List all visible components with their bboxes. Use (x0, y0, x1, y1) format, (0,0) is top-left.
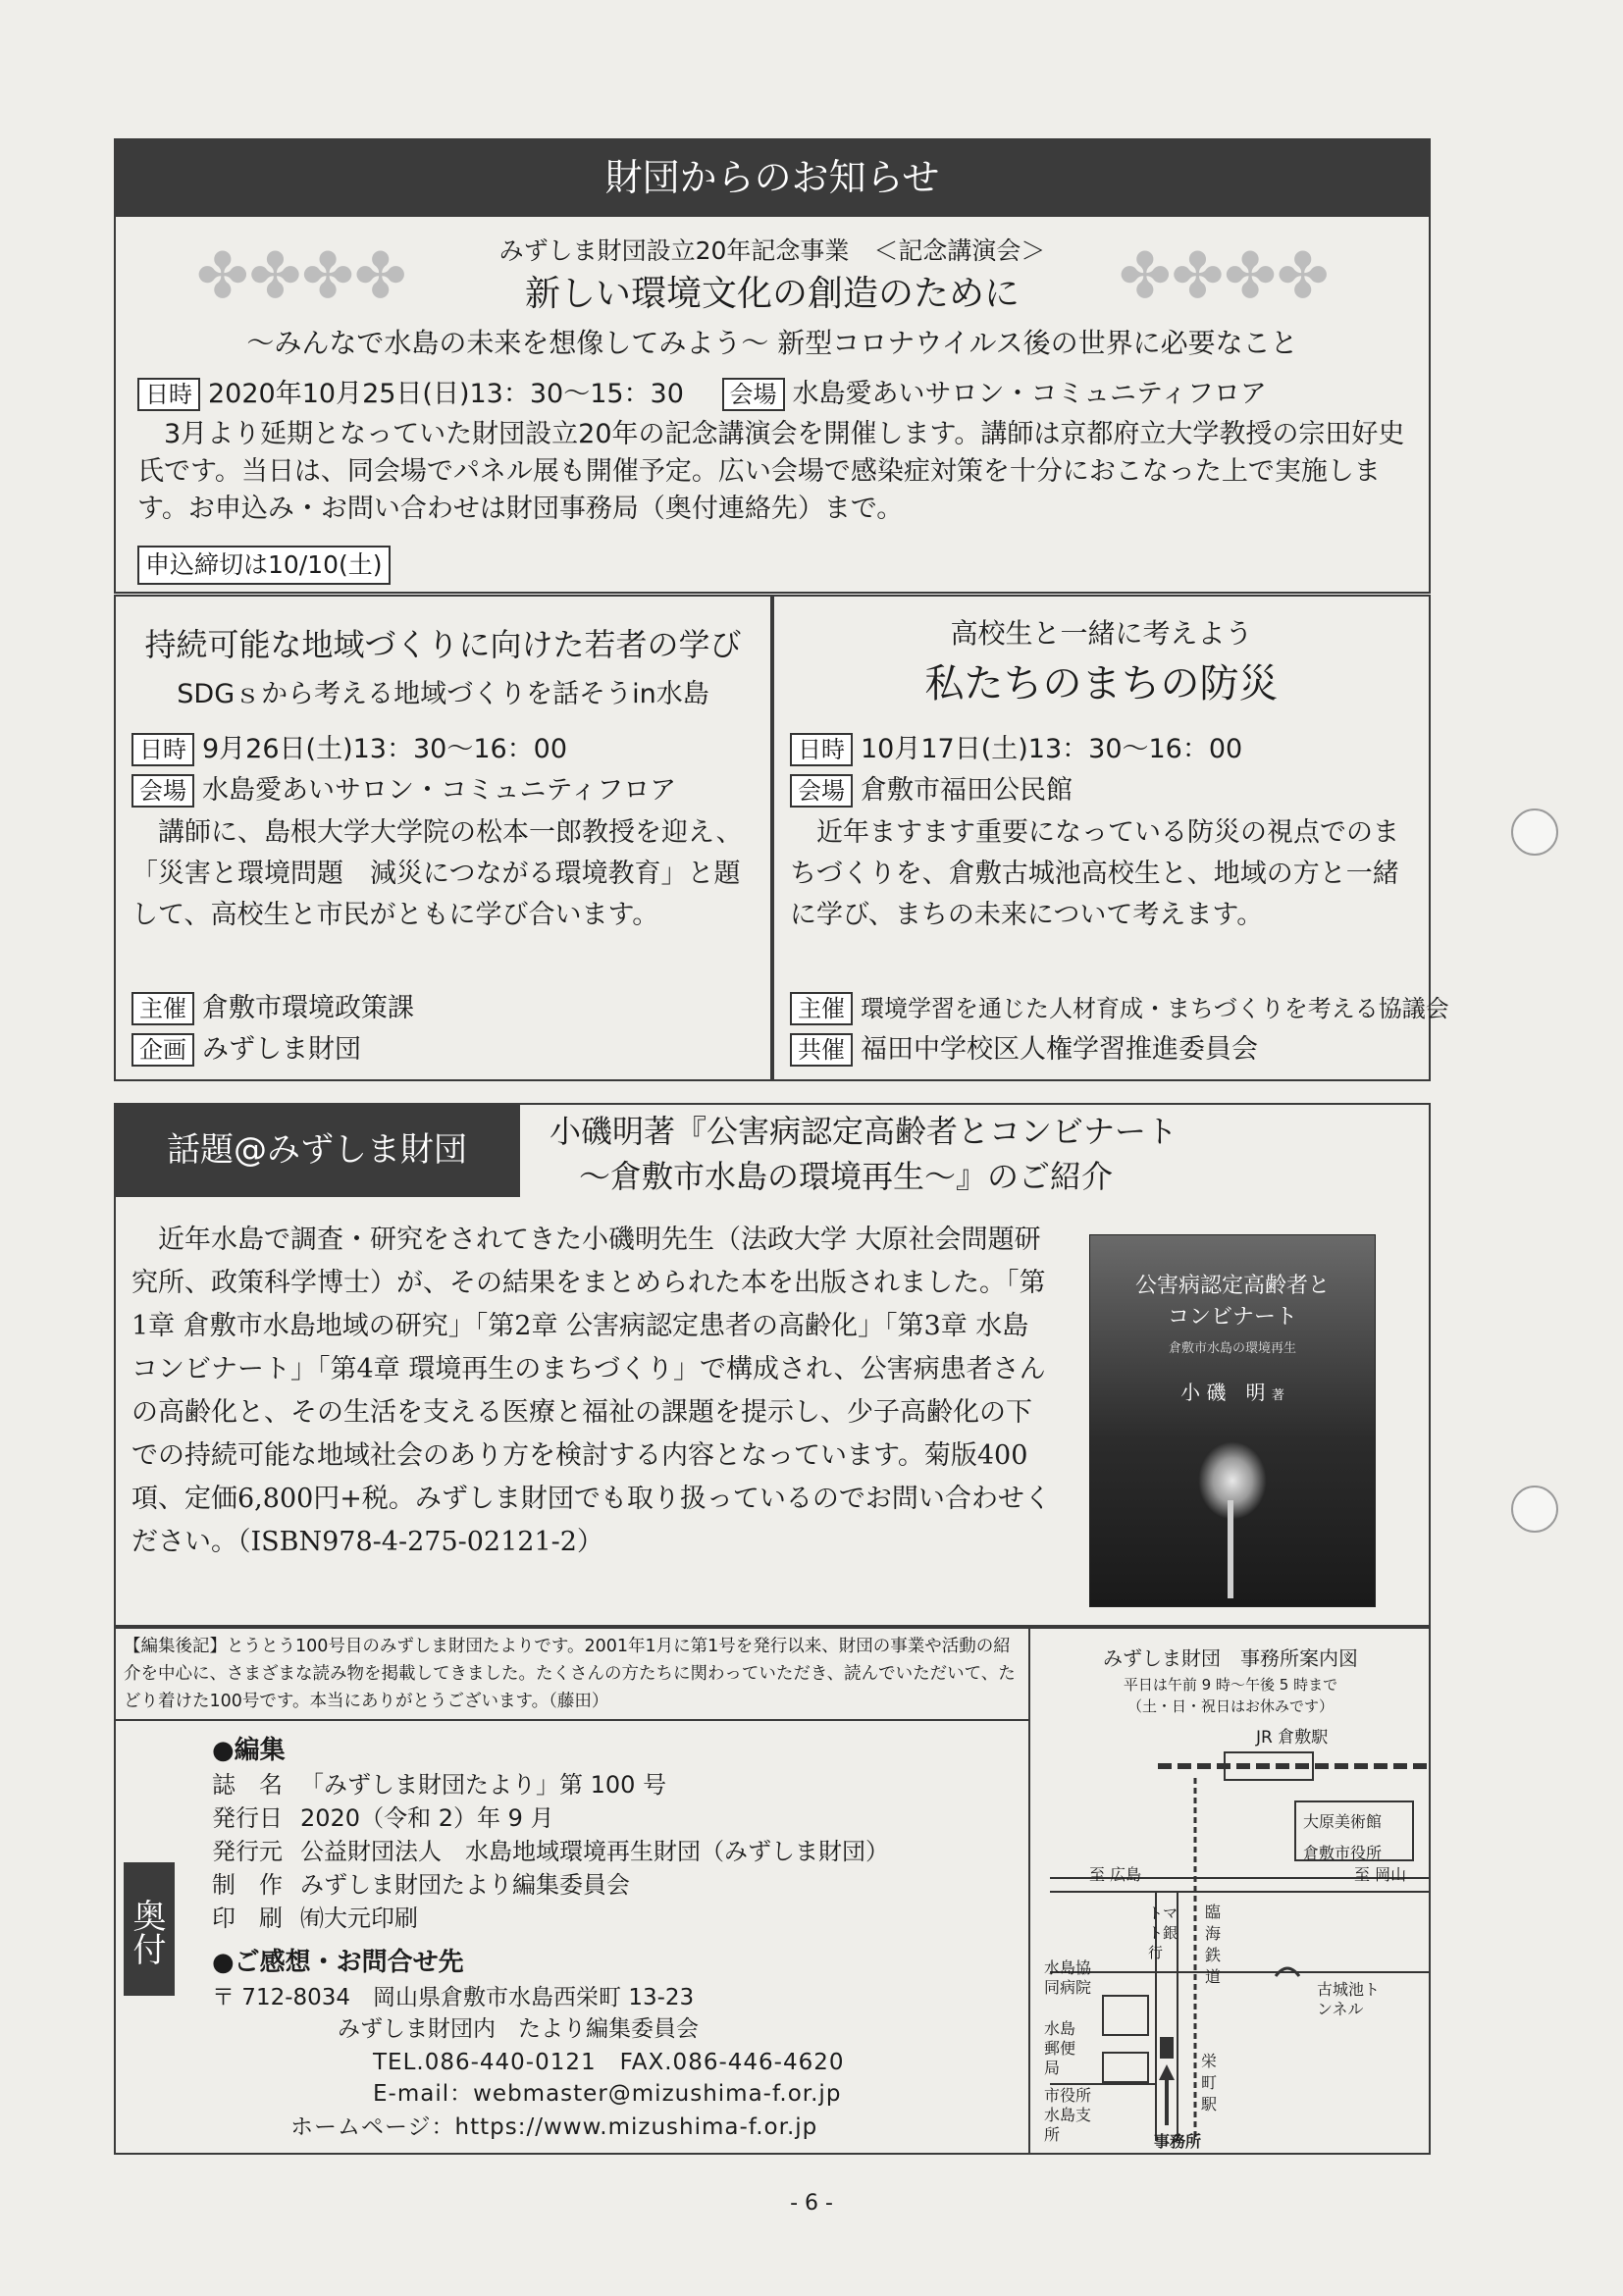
event-right-host-row (790, 991, 1449, 1026)
host-tag: 主催 (131, 992, 194, 1025)
event-left-subtitle: SDGｓから考える地域づくりを話そうin水島 (177, 679, 709, 709)
colophon-address1: 〒 712-8034 岡山県倉敷市水島西栄町 13-23 (212, 1985, 695, 2010)
colophon-value: 2020（令和 2）年 9 月 (300, 1804, 554, 1832)
book-author-name: 小 磯 明 (1180, 1381, 1266, 1404)
lecture-date: 2020年10月25日(日)13：30～15：30 (208, 379, 684, 409)
office-arrow (1159, 2064, 1175, 2080)
office-marker (1160, 2037, 1174, 2059)
event-right-pretitle: 高校生と一緒に考えよう (950, 617, 1253, 650)
event-left-plan-row (131, 1032, 361, 1068)
book-author (1090, 1377, 1375, 1405)
event-right-venue-row (790, 773, 1073, 809)
host-tag: 主催 (790, 992, 853, 1025)
book-cover (1089, 1234, 1376, 1607)
lecture-date-row (137, 377, 1267, 412)
date-tag: 日時 (790, 733, 853, 766)
map-label-branch: 市役所水島支所 (1044, 2086, 1092, 2144)
colophon-value: 「みずしま財団たより」第 100 号 (300, 1771, 667, 1799)
map-label-station: JR 倉敷駅 (1256, 1728, 1329, 1748)
lecture-venue: 水島愛あいサロン・コミュニティフロア (792, 379, 1267, 409)
map-label-to-okayama: 至 岡山 (1354, 1865, 1407, 1884)
colophon-key: 制 作 (212, 1871, 283, 1899)
event-left-title: 持続可能な地域づくりに向けた若者の学び (144, 626, 742, 663)
clover-decoration-left: ✤✤✤✤ (196, 240, 407, 313)
colophon-row-production (212, 1868, 889, 1902)
colophon-homepage[interactable]: ホームページ：https://www.mizushima-f.or.jp (290, 2114, 818, 2140)
colophon-address2: みずしま財団内 たより編集委員会 (338, 2016, 699, 2042)
colophon-value: 公益財団法人 水島地域環境再生財団（みずしま財団） (300, 1838, 889, 1865)
post-office-block (1103, 1996, 1148, 2035)
colophon-row-name (212, 1768, 889, 1801)
event-left-date-row (131, 732, 567, 767)
page-number: - 6 - (790, 2191, 833, 2216)
clover-decoration-right: ✤✤✤✤ (1119, 240, 1330, 313)
event-left-plan: みずしま財団 (202, 1034, 361, 1065)
section-header: 財団からのお知らせ (114, 138, 1431, 217)
topic-title-line1: 小磯明著『公害病認定高齢者とコンビナート (550, 1113, 1178, 1150)
venue-tag: 会場 (722, 378, 785, 411)
book-title-line2: コンビナート (1167, 1305, 1297, 1330)
map-title: みずしま財団 事務所案内図 (1103, 1646, 1358, 1670)
book-subtitle: 倉敷市水島の環境再生 (1168, 1341, 1296, 1356)
venue-tag: 会場 (790, 774, 853, 808)
colophon-row-date (212, 1801, 889, 1835)
date-tag: 日時 (131, 733, 194, 766)
map-note1: 平日は午前 9 時～午後 5 時まで (1123, 1676, 1338, 1694)
map-label-post-office: 水島郵便局 (1044, 2019, 1076, 2077)
map-label-office: 事務所 (1154, 2132, 1202, 2151)
editorial-note: 【編集後記】とうとう100号目のみずしま財団たよりです。2001年1月に第1号を発行以来、財団の事業や活動の紹介を中心に、さまざまな読み物を掲載してきました。たくさんの方たちに関わっていただき、読んでいただいて、たどり着けた100号です。本当にありがとうございます。（藤田） (124, 1637, 1016, 1711)
editorial-divider (114, 1719, 1028, 1721)
book-author-suffix: 著 (1271, 1388, 1284, 1403)
map-label-rinkai: 臨海鉄道 (1205, 1903, 1222, 1986)
lecture-body: 3月より延期となっていた財団設立20年の記念講演会を開催します。講師は京都府立大学教授の宗田好史氏です。当日は、同会場でパネル展も開催予定。広い会場で感染症対策を十分におこなった上で実施します。お申込み・お問い合わせは財団事務局（奥付連絡先）まで。 (137, 419, 1405, 524)
event-right-cohost-row (790, 1032, 1258, 1068)
map-note2: （土・日・祝日はお休みです） (1126, 1697, 1334, 1715)
event-right-date-row (790, 732, 1242, 767)
colophon-row-printing (212, 1902, 889, 1935)
event-left-venue: 水島愛あいサロン・コミュニティフロア (202, 775, 677, 806)
topic-body: 近年水島で調査・研究をされてきた小磯明先生（法政大学 大原社会問題研究所、政策科学博士）が、その結果をまとめられた本を出版されました。「第1章 倉敷市水島地域の研究」「第2章 公害病認定患者の高齢化」「第3章 水島コンビナート」「第4章 環境再生のまちづくり」で構成され、公害病患者さんの高齢化と、その生活を支える医療と福祉の課題を提示し、少子高齢化の下での持続可能な地域社会のあり方を検討する内容となっています。菊版400項、定価6,800円+税。みずしま財団でも取り扱っているのでお問い合わせください。（ISBN978-4-275-02121-2） (131, 1225, 1051, 1557)
lecture-subtitle: ～みんなで水島の未来を想像してみよう～ 新型コロナウイルス後の世界に必要なこと (246, 327, 1298, 359)
topic-title-line2: ～倉敷市水島の環境再生～』のご紹介 (579, 1158, 1114, 1195)
event-left-venue-row (131, 773, 676, 809)
venue-tag: 会場 (131, 774, 194, 808)
map-label-hospital: 水島協同病院 (1044, 1958, 1092, 1997)
colophon-row-publisher (212, 1835, 889, 1868)
event-left-date: 9月26日(土)13：30～16：00 (202, 734, 568, 764)
event-right-body: 近年ますます重要になっている防災の視点でのまちづくりを、倉敷古城池高校生と、地域の方と一緒に学び、まちの未来について考えます。 (790, 817, 1399, 930)
colophon-key: 発行元 (212, 1838, 283, 1865)
lecture-series: みずしま財団設立20年記念事業 ＜記念講演会＞ (498, 236, 1046, 265)
colophon-key: 誌 名 (212, 1771, 283, 1799)
colophon-email[interactable]: E-mail：webmaster@mizushima-f.or.jp (373, 2081, 842, 2107)
event-right-venue: 倉敷市福田公民館 (861, 775, 1073, 806)
book-chimney-image (1228, 1500, 1233, 1598)
colophon-key: 印 刷 (212, 1905, 283, 1932)
colophon-rows (212, 1768, 889, 1935)
binder-hole-top (1511, 809, 1558, 856)
map-label-to-hiroshima: 至 広島 (1089, 1865, 1142, 1884)
lecture-deadline: 申込締切は10/10(土) (137, 546, 391, 585)
colophon-value: ㈲大元印刷 (300, 1905, 418, 1932)
colophon-contact-heading: ●ご感想・お問合せ先 (212, 1948, 464, 1977)
event-left-host: 倉敷市環境政策課 (202, 993, 414, 1023)
event-right-cohost: 福田中学校区人権学習推進委員会 (861, 1034, 1258, 1065)
map-label-eimachi: 栄町駅 (1201, 2052, 1218, 2113)
cohost-tag: 共催 (790, 1033, 853, 1067)
colophon-phone: TEL.086-440-0121 FAX.086-446-4620 (373, 2050, 845, 2075)
colophon-edit-heading: ●編集 (212, 1736, 286, 1765)
map-label-museum: 大原美術館 (1303, 1812, 1383, 1831)
lecture-title: 新しい環境文化の創造のために (524, 274, 1020, 314)
event-right-date: 10月17日(土)13：30～16：00 (861, 734, 1243, 764)
map-label-tomato-bank: トマト銀行 (1148, 1905, 1178, 1961)
book-title-line1: 公害病認定高齢者と (1134, 1274, 1330, 1298)
branch-block (1103, 2053, 1148, 2082)
date-tag: 日時 (137, 378, 200, 411)
colophon-value: みずしま財団たより編集委員会 (300, 1871, 630, 1899)
binder-hole-bottom (1511, 1486, 1558, 1533)
plan-tag: 企画 (131, 1033, 194, 1067)
event-left-host-row (131, 991, 414, 1026)
event-right-title: 私たちのまちの防災 (924, 661, 1279, 706)
map-label-city-hall: 倉敷市役所 (1303, 1844, 1383, 1862)
map-label-tunnel: 古城池トンネル (1317, 1980, 1381, 2018)
event-left-body: 講師に、島根大学大学院の松本一郎教授を迎え、「災害と環境問題 減災につながる環境教育」と題して、高校生と市民がともに学び合います。 (131, 817, 743, 930)
colophon-key: 発行日 (212, 1804, 283, 1832)
event-right-host: 環境学習を通じた人材育成・まちづくりを考える協議会 (861, 995, 1449, 1022)
topic-label: 話題@みずしま財団 (114, 1103, 520, 1197)
colophon-side-label: 奥付 (124, 1862, 175, 1996)
